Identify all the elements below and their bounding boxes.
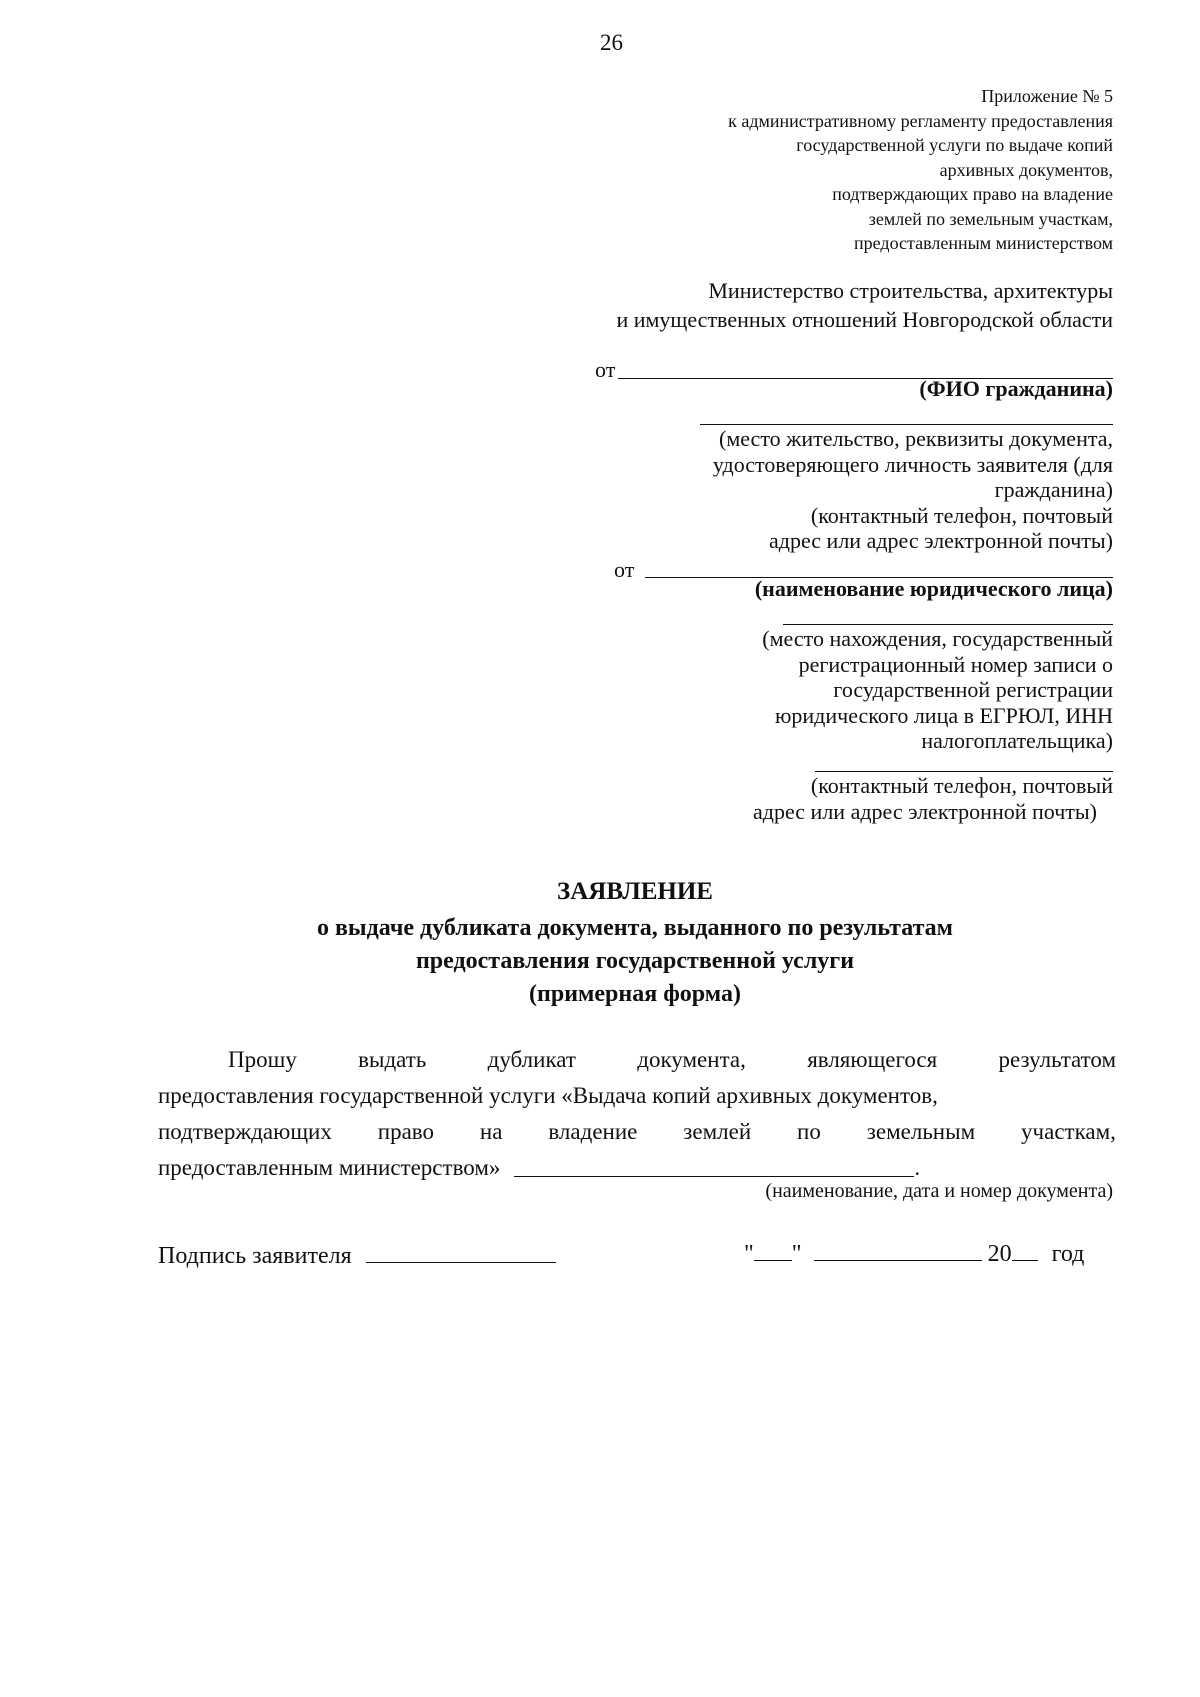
date-quote-open: " (744, 1241, 754, 1267)
caption-line: юридического лица в ЕГРЮЛ, ИНН (774, 702, 1113, 728)
body-text-line: предоставленным министерством» (158, 1155, 501, 1180)
legal-entity-contact-caption-line2: адрес или адрес электронной почты) (753, 799, 1097, 824)
signature-field[interactable] (366, 1238, 556, 1263)
body-word: результатом (998, 1047, 1116, 1072)
subtitle-line: предоставления государственной услуги (415, 948, 855, 974)
document-details-field[interactable] (514, 1150, 914, 1177)
body-word: дубликат (487, 1047, 576, 1072)
body-line-1 (158, 1042, 1116, 1078)
caption-line: государственной регистрации (833, 677, 1113, 702)
citizen-from-label: от (595, 357, 616, 382)
body-word: по (797, 1119, 821, 1144)
caption-line: удостоверяющего личность заявителя (для (712, 451, 1113, 477)
citizen-residence-caption (513, 426, 1113, 554)
caption-line: регистрационный номер записи о (798, 651, 1113, 677)
body-word: земельным (866, 1119, 976, 1144)
year-label: год (1051, 1241, 1085, 1267)
body-word: участкам, (1021, 1119, 1116, 1144)
citizen-name-caption: (ФИО гражданина) (919, 376, 1113, 401)
caption-line: (место нахождения, государственный (762, 626, 1113, 651)
annex-line: архивных документов, (939, 159, 1113, 180)
body-word: подтверждающих (158, 1119, 332, 1144)
subtitle-line: о выдаче дубликата документа, выданного по результатам (316, 915, 954, 941)
addressee-line: Министерство строительства, архитектуры (708, 278, 1113, 303)
document-details-caption: (наименование, дата и номер документа) (765, 1180, 1113, 1202)
annex-line: подтверждающих право на владение (832, 184, 1113, 204)
signature-label: Подпись заявителя (158, 1243, 352, 1269)
legal-entity-contact-caption-line1: (контактный телефон, почтовый (810, 773, 1113, 798)
date-row (744, 1236, 1084, 1268)
legal-entity-location-caption (513, 626, 1113, 754)
body-word: владение (548, 1119, 638, 1144)
body-word: являющегося (807, 1047, 938, 1072)
legal-entity-name-caption: (наименование юридического лица) (754, 576, 1113, 601)
year-suffix-field[interactable] (1012, 1236, 1038, 1261)
annex-line: землей по земельным участкам, (868, 208, 1113, 229)
body-text-line: предоставления государственной услуги «Выдача копий архивных документов, (158, 1083, 938, 1108)
application-subtitle (0, 912, 1200, 1011)
caption-line: (место жительство, реквизиты документа, (719, 426, 1113, 451)
body-word: землей (683, 1119, 752, 1144)
signature-row (158, 1238, 556, 1270)
legal-entity-contact-field[interactable] (815, 771, 1113, 772)
body-word: документа, (637, 1047, 746, 1072)
application-title: ЗАЯВЛЕНИЕ (557, 878, 713, 905)
caption-line: (контактный телефон, почтовый (810, 502, 1113, 528)
body-word: на (479, 1119, 503, 1144)
annex-line: Приложение № 5 (981, 86, 1113, 106)
annex-header (413, 84, 1113, 256)
addressee-block (413, 276, 1113, 334)
body-word: Прошу (228, 1047, 297, 1072)
year-prefix: 20 (987, 1241, 1012, 1267)
addressee-line: и имущественных отношений Новгородской области (616, 307, 1113, 332)
body-line-2 (158, 1078, 1116, 1114)
subtitle-line: (примерная форма) (529, 981, 741, 1007)
caption-line: адрес или адрес электронной почты) (769, 528, 1113, 553)
citizen-residence-field[interactable] (700, 424, 1113, 425)
date-day-field[interactable] (754, 1236, 792, 1261)
annex-line: предоставленным министерством (854, 233, 1113, 253)
annex-line: государственной услуги по выдаче копий (796, 135, 1113, 155)
legal-entity-from-label: от (614, 557, 635, 582)
caption-line: налогоплательщика) (921, 728, 1113, 753)
application-body (158, 1042, 1116, 1186)
legal-entity-location-field[interactable] (783, 624, 1113, 625)
body-period: . (914, 1155, 921, 1180)
date-month-field[interactable] (814, 1236, 982, 1261)
page-number: 26 (600, 30, 623, 55)
body-word: право (377, 1119, 434, 1144)
body-line-3 (158, 1114, 1116, 1150)
date-quote-close: " (791, 1241, 802, 1267)
body-word: выдать (358, 1047, 427, 1072)
caption-line: гражданина) (994, 477, 1113, 502)
annex-line: к административному регламенту предоставления (728, 110, 1113, 131)
